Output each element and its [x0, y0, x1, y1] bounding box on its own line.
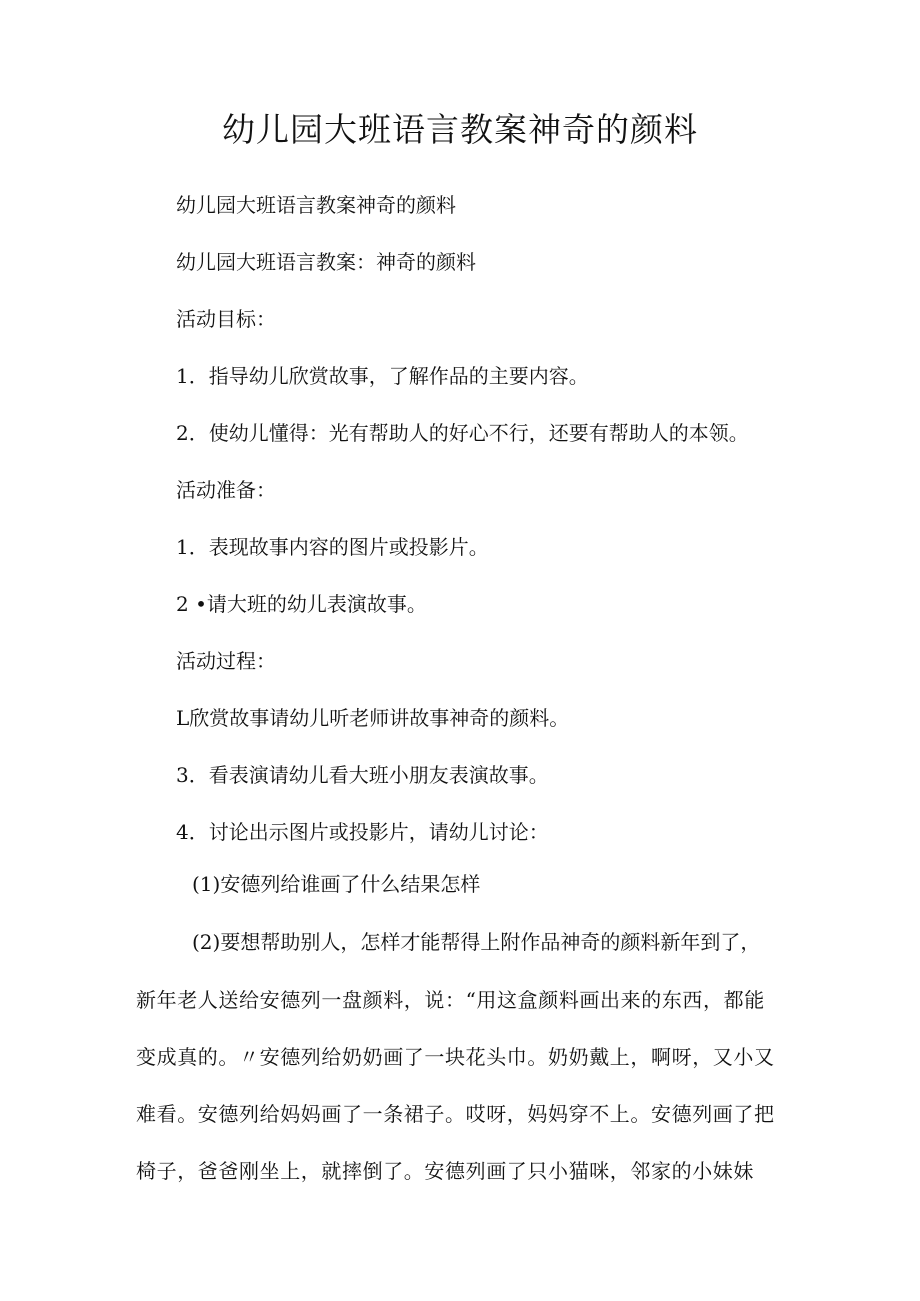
section-heading-goals: 活动目标： [176, 307, 276, 331]
story-line-1: 新年老人送给安德列一盘颜料，说：“用这盒颜料画出来的东西，都能 [136, 988, 765, 1012]
goal-item-1: 1．指导幼儿欣赏故事，了解作品的主要内容。 [176, 364, 589, 388]
preparation-item-2: 2 •请大班的幼儿表演故事。 [176, 592, 427, 616]
story-line-3: 难看。安德列给妈妈画了一条裙子。哎呀，妈妈穿不上。安德列画了把 [136, 1102, 775, 1126]
discussion-question-2: (2)要想帮助别人，怎样才能帮得上附作品神奇的颜料新年到了， [192, 930, 761, 954]
preparation-item-1: 1．表现故事内容的图片或投影片。 [176, 535, 489, 559]
process-item-3: 3．看表演请幼儿看大班小朋友表演故事。 [176, 763, 549, 787]
story-line-4: 椅子，爸爸刚坐上，就摔倒了。安德列画了只小猫咪，邻家的小妹妹 [136, 1159, 754, 1183]
process-item-1: L欣赏故事请幼儿听老师讲故事神奇的颜料。 [176, 706, 570, 730]
goal-item-2: 2．使幼儿懂得：光有帮助人的好心不行，还要有帮助人的本领。 [176, 421, 749, 445]
subtitle-line: 幼儿园大班语言教案神奇的颜料 [176, 193, 456, 217]
subtitle-line-2: 幼儿园大班语言教案：神奇的颜料 [176, 250, 476, 274]
story-line-2: 变成真的。〃安德列给奶奶画了一块花头巾。奶奶戴上，啊呀，又小又 [136, 1045, 775, 1069]
section-heading-preparation: 活动准备： [176, 478, 276, 502]
discussion-question-1: (1)安德列给谁画了什么结果怎样 [192, 872, 481, 896]
section-heading-process: 活动过程： [176, 649, 276, 673]
process-item-4: 4．讨论出示图片或投影片，请幼儿讨论： [176, 820, 549, 844]
document-title: 幼儿园大班语言教案神奇的颜料 [222, 110, 698, 149]
